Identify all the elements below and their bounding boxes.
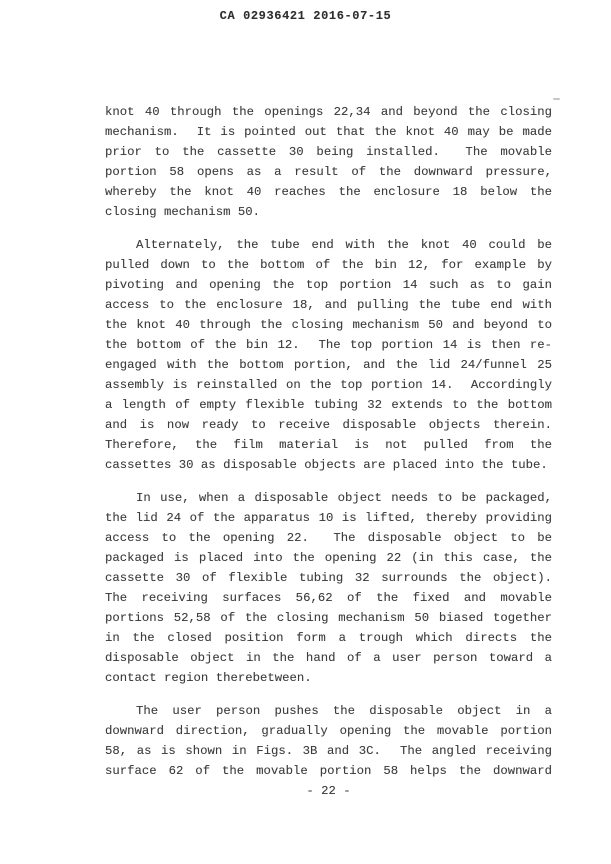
text-line: In use, when a disposable object needs to be packaged,: [136, 491, 552, 505]
text-line: whereby the knot 40 reaches the enclosure 18 below the: [105, 185, 552, 199]
text-line: mechanism. It is pointed out that the knot 40 may be made: [105, 125, 552, 139]
text-line: cassettes 30 as disposable objects are placed into the tube.: [105, 458, 548, 472]
text-line: packaged is placed into the opening 22 (in this case, the: [105, 551, 552, 565]
text-line: closing mechanism 50.: [105, 205, 260, 219]
text-line: access to the enclosure 18, and pulling the tube end with: [105, 298, 552, 312]
text-line: contact region therebetween.: [105, 671, 312, 685]
text-line: downward direction, gradually opening the movable portion: [105, 724, 552, 738]
page-header: CA 02936421 2016-07-15: [219, 9, 392, 23]
page-number: - 22 -: [306, 784, 351, 798]
text-line: and is now ready to receive disposable objects therein.: [105, 418, 552, 432]
text-line: the bottom of the bin 12. The top portion 14 is then re-: [105, 338, 552, 352]
text-line: prior to the cassette 30 being installed. The movable: [105, 145, 552, 159]
text-line: 58, as is shown in Figs. 3B and 3C. The angled receiving: [105, 744, 552, 758]
text-line: a length of empty flexible tubing 32 extends to the bottom: [105, 398, 552, 412]
text-line: The user person pushes the disposable object in a: [136, 704, 552, 718]
text-line: Alternately, the tube end with the knot 40 could be: [136, 238, 552, 252]
text-line: the lid 24 of the apparatus 10 is lifted, thereby providing: [105, 511, 552, 525]
text-line: in the closed position form a trough which directs the: [105, 631, 552, 645]
paragraph: [105, 701, 552, 781]
text-line: Therefore, the film material is not pulled from the: [105, 438, 552, 452]
text-line: disposable object in the hand of a user person toward a: [105, 651, 552, 665]
text-line: access to the opening 22. The disposable object to be: [105, 531, 552, 545]
text-line: engaged with the bottom portion, and the lid 24/funnel 25: [105, 358, 552, 372]
text-line: pulled down to the bottom of the bin 12, for example by: [105, 258, 552, 272]
paragraph: [105, 235, 552, 475]
text-line: surface 62 of the movable portion 58 helps the downward: [105, 764, 552, 778]
text-line: cassette 30 of flexible tubing 32 surrounds the object).: [105, 571, 552, 585]
paragraph: [105, 488, 552, 688]
scan-speck: [553, 98, 560, 100]
text-line: The receiving surfaces 56,62 of the fixed and movable: [105, 591, 552, 605]
text-line: portion 58 opens as a result of the downward pressure,: [105, 165, 552, 179]
text-line: the knot 40 through the closing mechanism 50 and beyond to: [105, 318, 552, 332]
document-body: [105, 102, 552, 781]
text-line: assembly is reinstalled on the top portion 14. Accordingly: [105, 378, 552, 392]
text-line: pivoting and opening the top portion 14 such as to gain: [105, 278, 552, 292]
paragraph: [105, 102, 552, 222]
text-line: knot 40 through the openings 22,34 and beyond the closing: [105, 105, 552, 119]
text-line: portions 52,58 of the closing mechanism 50 biased together: [105, 611, 552, 625]
